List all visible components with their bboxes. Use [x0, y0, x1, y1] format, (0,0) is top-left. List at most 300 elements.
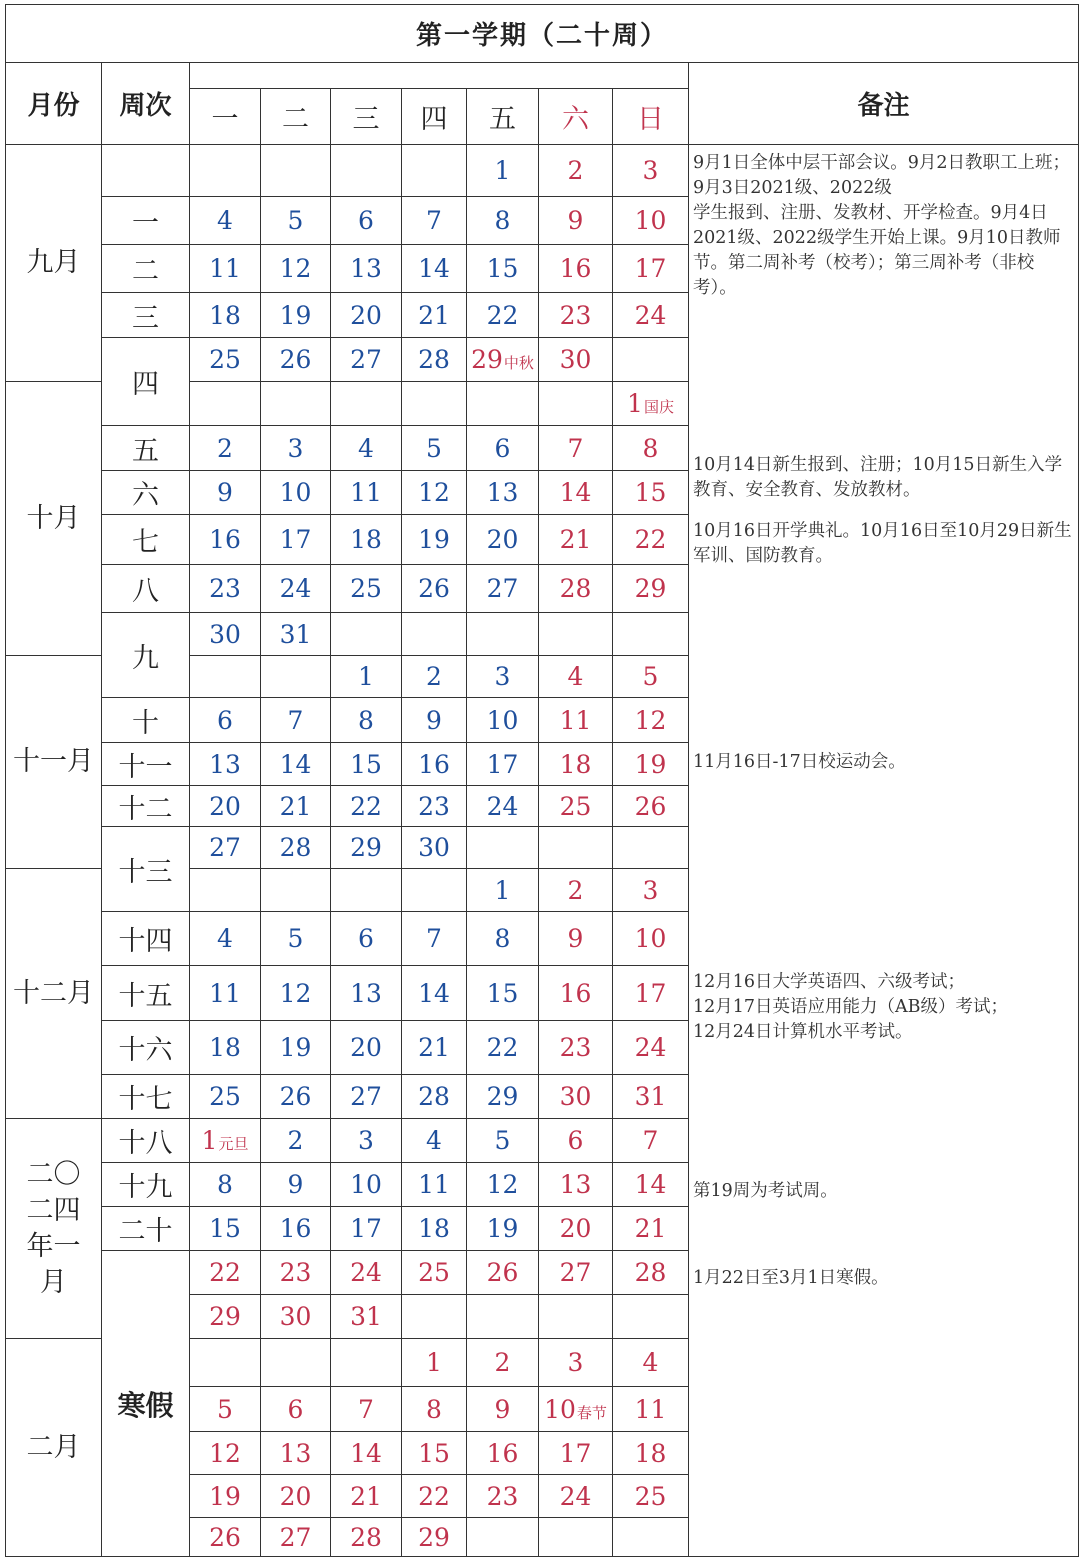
day-cell: [189, 697, 261, 743]
day-number: 10: [544, 1394, 576, 1424]
day-cell: [466, 1338, 539, 1387]
day-number: 3: [567, 1348, 584, 1377]
day-number: 5: [287, 206, 304, 235]
day-number: 17: [279, 525, 312, 554]
day-number: 26: [418, 574, 450, 603]
week-label: 十: [132, 707, 159, 739]
day-cell: [466, 1020, 539, 1075]
month-label: 九月: [26, 247, 81, 278]
day-cell: [466, 868, 539, 912]
day-cell: [466, 1294, 539, 1339]
day-number: 22: [486, 300, 519, 330]
day-number: 20: [350, 300, 382, 330]
day-cell: [330, 196, 402, 245]
day-cell: [538, 1162, 613, 1207]
day-number: 28: [418, 345, 450, 374]
day-number: 2: [287, 1126, 304, 1155]
day-cell: [189, 1118, 261, 1163]
day-number: 4: [358, 433, 374, 463]
day-number: 10: [634, 924, 667, 953]
week-label: 十五: [118, 980, 173, 1012]
day-number: 25: [418, 1258, 450, 1287]
day-cell: [401, 514, 467, 565]
day-cell: [330, 697, 402, 743]
week-label: 十六: [118, 1035, 173, 1066]
day-number: 27: [486, 574, 519, 603]
day-cell: [260, 697, 331, 743]
day-number: 15: [634, 478, 667, 507]
winter-break-cell: [101, 1250, 190, 1557]
note-text: 9月1日全体中层干部会议。9月2日教职工上班；9月3日2021级、2022级 学生报到、注册、发教材、开学检查。9月4日2021级、2022级学生开始上课。9月10日教师节。第二周补考（校考）；第三周补考（非校考）。: [693, 153, 1071, 298]
week-cell: [101, 1074, 190, 1119]
day-cell: [401, 381, 467, 426]
day-number: 19: [279, 300, 312, 330]
day-cell: [330, 337, 402, 382]
holiday-label: 国庆: [643, 398, 674, 416]
day-cell: [538, 292, 613, 338]
day-number: 16: [559, 254, 592, 283]
day-number: 8: [426, 1394, 442, 1424]
week-label: 十二: [118, 793, 173, 825]
day-cell: [401, 1431, 467, 1475]
month-cell: [5, 655, 102, 869]
day-cell: [466, 965, 539, 1021]
day-cell: [466, 1162, 539, 1207]
day-cell: [260, 514, 331, 565]
day-number: 18: [418, 1214, 450, 1243]
day-number: 31: [350, 1302, 382, 1331]
week-cell: [101, 826, 190, 912]
day-cell: [260, 1517, 331, 1557]
day-cell: [538, 1206, 613, 1251]
day-cell: [466, 742, 539, 786]
day-cell: [260, 470, 331, 515]
day-cell: [466, 1206, 539, 1251]
day-cell: [330, 1294, 402, 1339]
day-cell: [330, 244, 402, 293]
day-number: 20: [559, 1214, 592, 1243]
weekday-label: 三: [352, 104, 380, 135]
day-number: 11: [559, 705, 592, 735]
holiday-label: 春节: [576, 1403, 607, 1422]
day-cell: [612, 1118, 689, 1163]
day-cell: [189, 514, 261, 565]
week-cell: [101, 514, 190, 565]
day-cell: [401, 1250, 467, 1295]
day-number: 15: [486, 978, 519, 1008]
day-cell: [612, 1517, 689, 1557]
day-number: 27: [350, 1082, 382, 1111]
weekday-header: [189, 88, 261, 145]
day-cell: [538, 911, 613, 966]
day-cell: [466, 1431, 539, 1475]
day-number: 13: [350, 978, 382, 1008]
day-number: 3: [358, 1126, 374, 1155]
day-cell: [538, 826, 613, 869]
week-cell: [101, 965, 190, 1021]
day-number: 4: [567, 662, 584, 691]
day-number: 15: [350, 749, 382, 779]
day-cell: [401, 1386, 467, 1432]
day-cell: [189, 1250, 261, 1295]
day-number: 30: [209, 619, 241, 649]
week-cell: [101, 244, 190, 293]
day-number: 26: [634, 791, 667, 821]
day-number: 21: [279, 791, 312, 821]
day-number: 30: [418, 833, 450, 862]
day-number: 28: [634, 1258, 667, 1287]
holiday-label: 中秋: [503, 354, 534, 372]
weekday-label: 五: [489, 104, 516, 135]
day-cell: [538, 1294, 613, 1339]
day-number: 22: [418, 1481, 450, 1511]
day-number: 4: [426, 1126, 442, 1155]
day-number: 22: [209, 1258, 241, 1287]
day-number: 12: [209, 1438, 241, 1468]
day-number: 14: [418, 978, 450, 1008]
day-number: 13: [350, 254, 382, 283]
day-number: 9: [287, 1170, 304, 1199]
day-number: 11: [418, 1170, 450, 1199]
day-cell: [466, 785, 539, 827]
day-number: 21: [418, 1033, 450, 1062]
day-cell: [330, 1162, 402, 1207]
weekday-header: [538, 88, 613, 145]
day-number: 17: [559, 1438, 592, 1468]
day-cell: [189, 1294, 261, 1339]
day-number: 23: [279, 1258, 312, 1287]
day-cell: [401, 337, 467, 382]
day-cell: [330, 1118, 402, 1163]
day-cell: [330, 1517, 402, 1557]
week-cell: [101, 1162, 190, 1207]
day-cell: [189, 1020, 261, 1075]
day-cell: [538, 1386, 613, 1432]
day-number: 30: [279, 1302, 312, 1331]
day-cell: [260, 564, 331, 613]
day-number: 20: [209, 791, 241, 821]
day-number: 19: [209, 1481, 241, 1511]
week-header-text: 周次: [119, 91, 172, 121]
day-number: 3: [494, 662, 511, 691]
day-number: 11: [634, 1394, 667, 1424]
day-number: 6: [217, 705, 233, 735]
day-cell: [330, 564, 402, 613]
day-number: 1: [201, 1126, 218, 1155]
day-number: 16: [209, 525, 241, 554]
title-text: 第一学期（二十周）: [415, 21, 668, 51]
day-number: 5: [642, 662, 659, 691]
day-cell: [612, 785, 689, 827]
week-label: 五: [132, 435, 159, 467]
day-number: 2: [217, 433, 233, 463]
day-number: 25: [634, 1481, 667, 1511]
weekday-header: [260, 88, 331, 145]
week-cell: [101, 1118, 190, 1163]
day-cell: [612, 1294, 689, 1339]
day-cell: [189, 292, 261, 338]
day-number: 19: [634, 749, 667, 779]
day-number: 2: [567, 875, 584, 905]
day-number: 25: [209, 1082, 241, 1111]
day-cell: [401, 1118, 467, 1163]
month-label: 十月: [26, 502, 81, 534]
day-number: 18: [209, 300, 241, 330]
day-cell: [330, 1386, 402, 1432]
day-number: 1: [494, 875, 511, 905]
day-cell: [612, 1206, 689, 1251]
day-cell: [189, 425, 261, 471]
month-cell: [5, 144, 102, 382]
day-number: 27: [279, 1522, 312, 1552]
day-number: 10: [634, 206, 667, 235]
day-cell: [466, 470, 539, 515]
day-number: 9: [426, 705, 442, 735]
day-cell: [538, 425, 613, 471]
day-cell: [538, 1250, 613, 1295]
day-number: 14: [418, 254, 450, 283]
day-number: 30: [559, 345, 592, 374]
note-text: 1月22日至3月1日寒假。: [693, 1268, 889, 1288]
week-cell: [101, 785, 190, 827]
day-number: 18: [350, 525, 382, 554]
week-cell: [101, 292, 190, 338]
day-number: 3: [642, 875, 659, 905]
day-number: 9: [567, 206, 584, 235]
day-cell: [401, 1294, 467, 1339]
day-number: 5: [494, 1126, 511, 1155]
day-number: 16: [418, 749, 450, 779]
day-cell: [466, 144, 539, 197]
day-number: 27: [350, 345, 382, 374]
notes-column: [688, 144, 1079, 1557]
day-cell: [330, 1074, 402, 1119]
day-number: 15: [418, 1438, 450, 1468]
day-cell: [260, 1431, 331, 1475]
day-cell: [612, 292, 689, 338]
month-cell: [5, 868, 102, 1119]
note-text: 12月16日大学英语四、六级考试； 12月17日英语应用能力（AB级）考试； 12月24日计算机水平考试。: [693, 972, 1009, 1042]
day-number: 31: [279, 619, 312, 649]
day-cell: [466, 1386, 539, 1432]
month-label: 二月: [26, 1431, 81, 1463]
day-cell: [538, 742, 613, 786]
day-number: 7: [426, 924, 442, 953]
day-number: 18: [209, 1033, 241, 1062]
day-cell: [330, 470, 402, 515]
day-cell: [538, 965, 613, 1021]
day-number: 29: [418, 1522, 450, 1552]
day-cell: [260, 742, 331, 786]
week-label: 九: [132, 642, 159, 674]
day-number: 14: [634, 1170, 667, 1199]
day-cell: [612, 1386, 689, 1432]
day-cell: [260, 785, 331, 827]
day-cell: [612, 1250, 689, 1295]
day-cell: [612, 425, 689, 471]
day-number: 5: [426, 433, 442, 463]
day-number: 26: [279, 1082, 312, 1111]
day-cell: [189, 244, 261, 293]
day-number: 22: [634, 525, 667, 554]
day-cell: [330, 785, 402, 827]
day-number: 8: [494, 924, 511, 953]
day-number: 26: [209, 1522, 241, 1552]
day-cell: [612, 1338, 689, 1387]
day-number: 11: [350, 478, 382, 507]
day-number: 17: [350, 1214, 382, 1243]
day-number: 23: [486, 1481, 519, 1511]
day-cell: [330, 612, 402, 656]
day-number: 4: [217, 206, 233, 235]
day-cell: [330, 425, 402, 471]
day-cell: [260, 1118, 331, 1163]
day-number: 6: [287, 1394, 304, 1424]
day-cell: [401, 1517, 467, 1557]
week-label: 七: [132, 527, 159, 558]
day-number: 23: [209, 574, 241, 603]
day-cell: [612, 655, 689, 698]
day-number: 26: [279, 345, 312, 374]
day-cell: [466, 292, 539, 338]
weekday-label: 六: [562, 104, 589, 135]
week-cell: [101, 425, 190, 471]
week-cell: [101, 564, 190, 613]
day-number: 12: [279, 978, 312, 1008]
day-cell: [538, 1118, 613, 1163]
day-number: 17: [634, 254, 667, 283]
day-number: 17: [486, 749, 519, 779]
day-cell: [260, 1474, 331, 1518]
day-cell: [538, 868, 613, 912]
day-number: 28: [350, 1522, 382, 1552]
week-cell: [101, 612, 190, 698]
day-number: 9: [217, 478, 233, 507]
day-cell: [189, 1206, 261, 1251]
month-header: [5, 62, 102, 145]
day-number: 25: [209, 345, 241, 374]
day-number: 30: [559, 1082, 592, 1111]
week-cell: [101, 911, 190, 966]
note-text: 第19周为考试周。: [693, 1181, 838, 1201]
day-cell: [466, 381, 539, 426]
day-number: 29: [486, 1082, 519, 1111]
day-cell: [612, 1074, 689, 1119]
day-cell: [401, 1206, 467, 1251]
notes-header-text: 备注: [857, 91, 910, 121]
day-cell: [612, 381, 689, 426]
month-cell: [5, 1338, 102, 1557]
day-cell: [538, 785, 613, 827]
day-cell: [466, 1118, 539, 1163]
day-number: 8: [642, 433, 659, 463]
week-header: [101, 62, 190, 145]
day-cell: [260, 868, 331, 912]
day-number: 23: [559, 1033, 592, 1062]
day-number: 24: [279, 574, 312, 603]
day-number: 3: [642, 156, 659, 185]
day-number: 7: [642, 1126, 659, 1155]
day-cell: [260, 144, 331, 197]
day-cell: [612, 742, 689, 786]
day-number: 29: [209, 1302, 241, 1331]
day-cell: [612, 196, 689, 245]
day-number: 5: [287, 924, 304, 953]
day-cell: [260, 381, 331, 426]
day-cell: [330, 965, 402, 1021]
day-cell: [330, 514, 402, 565]
week-label: 六: [132, 480, 159, 511]
week-cell: [101, 697, 190, 743]
week-cell: [101, 1020, 190, 1075]
day-number: 9: [567, 924, 584, 953]
day-cell: [260, 1020, 331, 1075]
day-cell: [538, 196, 613, 245]
day-cell: [401, 1074, 467, 1119]
day-cell: [330, 742, 402, 786]
day-number: 1: [627, 389, 643, 418]
day-cell: [466, 1250, 539, 1295]
day-number: 24: [634, 1033, 667, 1062]
day-number: 18: [559, 749, 592, 779]
day-cell: [466, 655, 539, 698]
day-cell: [538, 697, 613, 743]
day-cell: [330, 911, 402, 966]
month-label: 二〇二四年一月: [26, 1158, 81, 1298]
day-cell: [612, 1431, 689, 1475]
day-cell: [260, 1206, 331, 1251]
day-number: 29: [634, 574, 667, 603]
day-cell: [189, 1431, 261, 1475]
day-number: 27: [559, 1258, 592, 1287]
day-number: 19: [486, 1214, 519, 1243]
day-cell: [189, 1517, 261, 1557]
month-label: 十二月: [13, 977, 94, 1009]
day-cell: [189, 655, 261, 698]
day-number: 6: [358, 924, 374, 953]
day-cell: [401, 425, 467, 471]
day-cell: [260, 244, 331, 293]
day-number: 13: [209, 749, 241, 779]
weekday-label: 四: [420, 104, 448, 135]
day-cell: [466, 826, 539, 869]
day-cell: [189, 868, 261, 912]
day-number: 21: [559, 525, 592, 554]
day-number: 24: [486, 791, 519, 821]
day-cell: [189, 144, 261, 197]
day-cell: [260, 911, 331, 966]
day-cell: [260, 612, 331, 656]
week-label: 十一: [118, 751, 173, 783]
day-number: 1: [358, 662, 374, 691]
day-cell: [466, 514, 539, 565]
day-cell: [612, 337, 689, 382]
day-number: 31: [634, 1082, 667, 1111]
day-cell: [401, 564, 467, 613]
day-cell: [401, 1338, 467, 1387]
day-cell: [466, 196, 539, 245]
day-cell: [401, 1162, 467, 1207]
day-number: 28: [559, 574, 592, 603]
day-cell: [538, 1431, 613, 1475]
day-number: 7: [358, 1394, 374, 1424]
day-cell: [401, 655, 467, 698]
day-cell: [466, 564, 539, 613]
day-cell: [612, 470, 689, 515]
day-number: 3: [287, 433, 304, 463]
day-number: 20: [486, 525, 519, 554]
day-cell: [612, 1162, 689, 1207]
